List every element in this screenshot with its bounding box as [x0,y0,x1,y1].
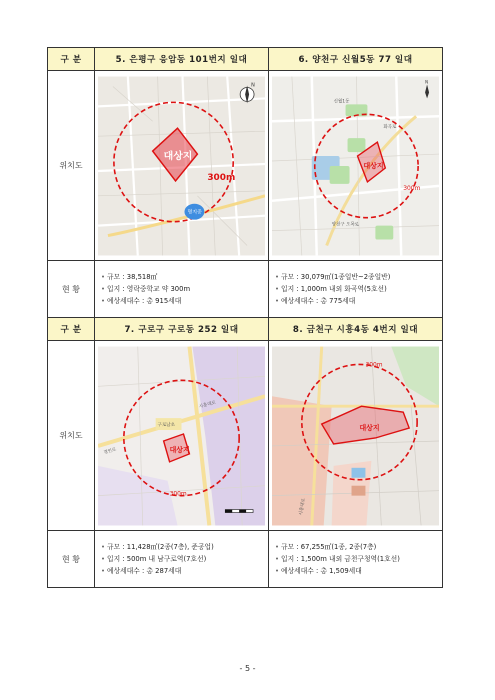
scale-bar-icon [225,509,253,512]
map-label-school: 명지중 [187,209,202,216]
map-label-road: 화곡로 [383,124,397,130]
status-item: • 입지 : 500m 내 남구로역(7호선) [101,555,207,563]
status-item: • 규모 : 30,079㎡(1종일반~2종일반) [275,273,391,281]
site-title: 8. 금천구 시흥4동 4번지 일대 [269,318,443,341]
row-label-status: 현 황 [48,261,95,318]
row-label-location: 위치도 [48,71,95,261]
status-item: • 입지 : 영락중학교 약 300m [101,285,191,293]
status-item: • 예상세대수 : 총 287세대 [101,567,182,575]
map-label-road: 시흥대로 [198,400,217,410]
map-label-radius: 300m [403,184,421,192]
site-title: 5. 은평구 응암동 101번지 일대 [95,48,269,71]
map-label-radius: 300m [207,172,236,183]
status-item: • 입지 : 1,000m 내외 화곡역(5호선) [275,285,387,293]
map-label-road: 시흥대로 [298,497,307,516]
site-table [47,47,443,588]
location-map-site-7 [98,346,265,526]
row-label-status: 현 황 [48,531,95,588]
map-label-radius: 300m [169,490,187,498]
header-label: 구 분 [48,318,95,341]
page-number: - 5 - [239,664,256,673]
header-row [48,48,443,71]
status-item: • 규모 : 11,428㎡(2종(7층), 준공업) [101,543,214,551]
map-label-road: 양천구 오목로 [331,222,359,228]
map-label-target: 대상지 [363,161,384,170]
status-item: • 규모 : 67,255㎡(1종, 2종(7층) [275,543,377,551]
site-title: 6. 양천구 신월5동 77 일대 [269,48,443,71]
map-label-radius: 300m [365,360,383,368]
map-label-school: 구로남초 [157,422,175,428]
map-label-target: 대상지 [163,150,193,162]
location-map-site-8 [272,346,439,526]
row-label-location: 위치도 [48,341,95,531]
header-label: 구 분 [48,48,95,71]
status-row [48,261,443,318]
status-item: • 예상세대수 : 총 1,509세대 [275,567,362,575]
status-item: • 예상세대수 : 총 775세대 [275,297,356,305]
map-label-target: 대상지 [169,445,190,454]
status-row [48,531,443,588]
location-map-site-6 [272,76,439,256]
map-row [48,341,443,531]
svg-text:N: N [425,78,429,84]
map-label-road: 경인로 [103,446,117,456]
status-item: • 규모 : 38,518㎡ [101,273,158,281]
svg-text:N: N [251,81,255,88]
map-row [48,71,443,261]
site-title: 7. 구로구 구로동 252 일대 [95,318,269,341]
header-row [48,318,443,341]
status-item: • 입지 : 1,500m 내외 금천구청역(1호선) [275,555,400,563]
map-label-target: 대상지 [359,423,380,432]
map-label-district: 신월1동 [333,98,350,104]
status-item: • 예상세대수 : 총 915세대 [101,297,182,305]
location-map-site-5 [98,76,265,256]
